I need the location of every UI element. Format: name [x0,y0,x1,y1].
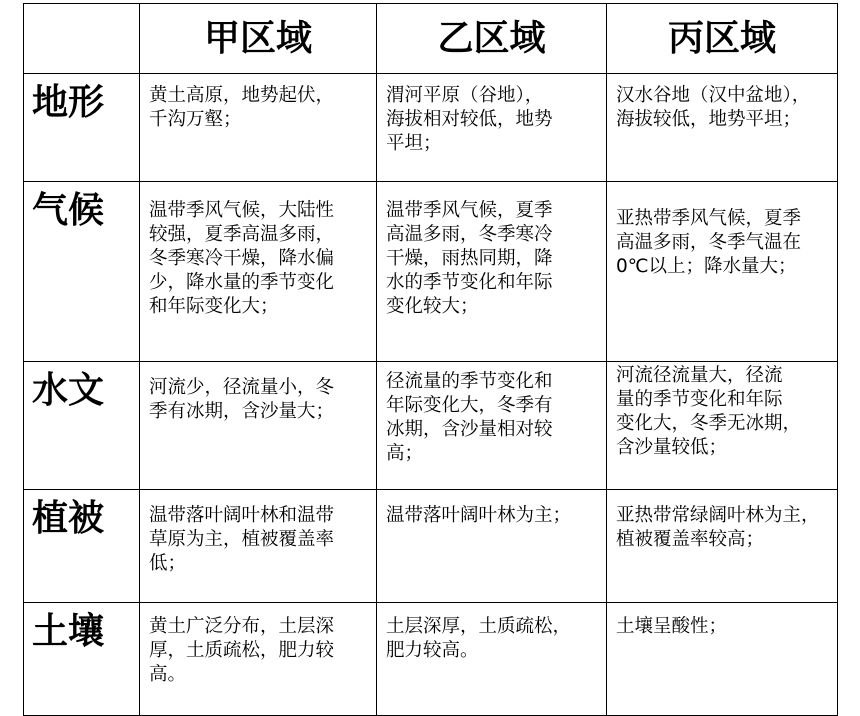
region-comparison-table [23,3,838,716]
cell-hydrology-jia [140,362,377,490]
header-region-bing: 丙区域 [607,4,838,74]
text-line: 平坦； [386,133,442,154]
table-row-terrain [24,74,838,182]
text-line: 温带季风气候，大陆性 [149,200,335,221]
text-line: 冬季寒冷干燥，降水偏 [149,248,335,269]
text-line: 较强，夏季高温多雨， [149,224,335,245]
text-line: 厚，土质疏松，肥力较 [149,640,335,661]
table-header-row [24,4,838,74]
cell-soil-bing [607,603,838,716]
text-line: 黄土高原，地势起伏， [149,85,335,106]
cell-terrain-yi [377,74,607,182]
row-label-hydrology: 水文 [24,362,140,490]
text-line: 河流少，径流量小，冬 [149,377,335,398]
cell-climate-bing [607,182,838,362]
text-line: 海拔较低，地势平坦； [616,109,802,130]
text-line: 年际变化大，冬季有 [386,395,553,416]
text-line: 变化大，冬季无冰期， [616,413,802,434]
cell-climate-yi [377,182,607,362]
text-line: 土壤呈酸性； [616,616,728,637]
text-line: 含沙量较低； [616,437,728,458]
text-line: 河流径流量大，径流 [616,365,783,386]
text-line: 海拔相对较低，地势 [386,109,553,130]
table-row-vegetation [24,490,838,603]
text-line: 亚热带季风气候，夏季 [616,208,802,229]
table-row-hydrology [24,362,838,490]
text-line: 水的季节变化和年际 [386,272,553,293]
text-line: 黄土广泛分布，土层深 [149,616,335,637]
text-line: 低； [149,553,187,574]
header-region-yi: 乙区域 [377,4,607,74]
cell-soil-jia [140,603,377,716]
row-label-terrain: 地形 [24,74,140,182]
text-line: 和年际变化大； [149,296,279,317]
text-line: 汉水谷地（汉中盆地）， [616,85,811,106]
row-label-vegetation: 植被 [24,490,140,603]
text-line: 高温多雨，冬季气温在 [616,232,802,253]
cell-terrain-bing [607,74,838,182]
cell-vegetation-yi [377,490,607,603]
header-region-jia: 甲区域 [140,4,377,74]
text-line: 少，降水量的季节变化 [149,272,335,293]
text-line: 亚热带常绿阔叶林为主， [616,505,820,526]
text-line: 高温多雨，冬季寒冷 [386,224,553,245]
cell-hydrology-yi [377,362,607,490]
text-line: 干燥，雨热同期，降 [386,248,553,269]
text-line: 土层深厚，土质疏松， [386,616,572,637]
cell-hydrology-bing [607,362,838,490]
text-line: 千沟万壑； [149,109,242,130]
text-line: 肥力较高。 [386,640,479,661]
row-label-climate: 气候 [24,182,140,362]
text-line: 草原为主，植被覆盖率 [149,529,335,550]
text-line: 季有冰期，含沙量大； [149,401,335,422]
row-label-soil: 土壤 [24,603,140,716]
text-line: 径流量的季节变化和 [386,371,553,392]
text-line: 温带落叶阔叶林为主； [386,505,572,526]
text-line: 高； [386,443,424,464]
text-line: 温带落叶阔叶林和温带 [149,505,335,526]
cell-soil-yi [377,603,607,716]
table-row-soil [24,603,838,716]
text-line: 植被覆盖率较高； [616,529,765,550]
cell-vegetation-bing [607,490,838,603]
text-line: 冰期，含沙量相对较 [386,419,553,440]
header-corner-cell [24,4,140,74]
text-line: 0℃以上；降水量大； [616,256,797,277]
cell-climate-jia [140,182,377,362]
text-line: 变化较大； [386,296,479,317]
cell-terrain-jia [140,74,377,182]
text-line: 高。 [149,664,187,685]
text-line: 温带季风气候，夏季 [386,200,553,221]
text-line: 渭河平原（谷地）， [386,85,544,106]
text-line: 量的季节变化和年际 [616,389,783,410]
table-row-climate [24,182,838,362]
cell-vegetation-jia [140,490,377,603]
